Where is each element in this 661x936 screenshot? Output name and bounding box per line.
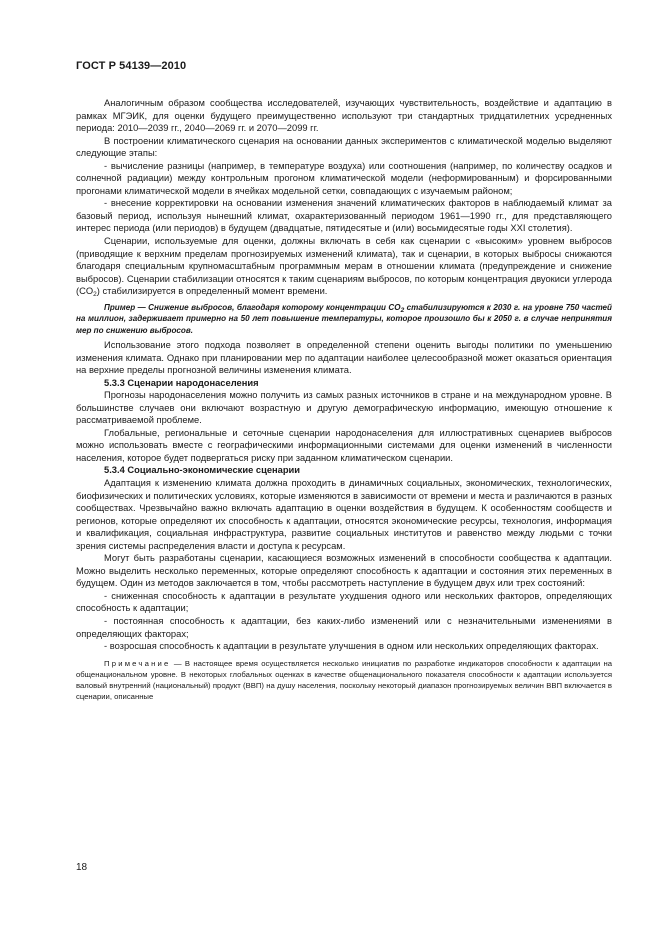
page-number: 18: [76, 862, 88, 873]
paragraph: Аналогичным образом сообщества исследователей, изучающих чувствительность, воздействие и адаптацию в рамках МГЭИК, для оценки будущего преимущественно используют три стандартных тридцатилетних усредненных периода: 2010—2039 гг., 2040—2069 гг. и 2070—2099 гг.: [76, 98, 612, 134]
list-item: - сниженная способность к адаптации в результате ухудшения одного или нескольких факторов, определяющих способность к адаптации;: [76, 590, 612, 614]
subscript: 2: [400, 306, 405, 314]
paragraph: Адаптация к изменению климата должна проходить в динамичных социальных, экономических, технологических, биофизических и политических условиях, которые изменяются в зависимости от времени и места и различаются в разных сообществах. Чрезвычайно важно включать адаптацию в оценки воздействия в будущем. К особенностям сообществ и регионов, которые определяют их способность к адаптации, относятся экономические ресурсы, технология, информация и квалификация, социальная инфраструктура, развитие социальных институтов и равенство между людьми с точки зрения системы распределения власти и доступа к ресурсам.: [76, 477, 612, 551]
text-run: Сценарии, используемые для оценки, должны включать в себя как сценарии с «высоким» уровнем выбросов (приводящие к верхним пределам прогнозируемых изменений климата), так и сценарии, в которых выбросы снижаются благодаря специальным крупномасштабным программным мерам в отношении климата (предупреждение и снижение выбросов). Сценарии стабилизации относятся к таким сценариям выбросов, по которым концентрация двуокиси углерода (CO: [76, 236, 612, 297]
list-item: - возросшая способность к адаптации в результате улучшения в одном или нескольких определяющих факторах.: [104, 641, 599, 652]
page-content: [76, 97, 612, 702]
paragraph: Использование этого подхода позволяет в определенной степени оценить выгоды политики по уменьшению изменения климата. Однако при планировании мер по адаптации наиболее целесообразной может оказаться ориентация на верхние пределы прогнозной величины изменения климата.: [76, 339, 612, 376]
note-block: [76, 658, 612, 702]
list-item: - внесение корректировки на основании изменения значений климатических факторов в наблюдаемый климат за базовый период, используя нынешний климат, охарактеризованный периодом 1961—1990 гг., для представляющего интерес периода (или периодов) в будущем (двадцатые, пятидесятые и (или) восьмидесятые годы XXI столетия).: [76, 198, 612, 234]
subscript: 2: [93, 291, 97, 299]
list-item: - вычисление разницы (например, в температуре воздуха) или соотношения (например, по количеству осадков и солнечной радиации) между контрольным прогоном климатической модели (неформированным) и форсированными прогонами климатической модели в ячейках модельной сетки, совпадающих с изучаемым районом;: [76, 160, 612, 196]
note-label: Примечание: [104, 658, 171, 668]
section-heading: 5.3.4 Социально-экономические сценарии: [104, 465, 301, 476]
text-run: стабилизируются к 2030 г. на уровне 750 частей на миллион, задерживает примерно на 50 лет повышение температуры, которое произошло бы к 2050 г. в случае непринятия мер по снижению выбросов.: [76, 302, 612, 335]
paragraph: В построении климатического сценария на основании данных экспериментов с климатической моделью выделяют следующие этапы:: [76, 135, 612, 159]
paragraph: [76, 235, 612, 298]
section-heading: 5.3.3 Сценарии народонаселения: [104, 377, 259, 388]
example-block: [76, 302, 612, 336]
list-item: - постоянная способность к адаптации, без каких-либо изменений или с незначительными изменениями в определяющих факторах;: [76, 616, 612, 639]
paragraph: Могут быть разработаны сценарии, касающиеся возможных изменений в способности сообщества к адаптации. Можно выделить несколько переменных, которые определяют способность к адаптации и состояния этих переменных в будущем. Один из методов заключается в том, чтобы рассмотреть наступление в будущем двух или трех состояний:: [76, 553, 612, 589]
text-run: Пример — Снижение выбросов, благодаря которому концентрации CO: [104, 302, 401, 312]
paragraph: Прогнозы народонаселения можно получить из самых разных источников в стране и на международном уровне. В большинстве случаев они включают возрастную и другую демографическую информацию, имеющую отношение к рассматриваемой проблеме.: [76, 390, 612, 426]
text-run: ) стабилизируется в определенный момент времени.: [96, 286, 328, 297]
document-header: ГОСТ Р 54139—2010: [76, 60, 187, 72]
note-text: — В настоящее время осуществляется несколько инициатив по разработке индикаторов способности к адаптации на общенациональном уровне. В некоторых глобальных оценках в качестве общенационального показателя способности к адаптации используется валовый внутренний (национальный) продукт (ВВП) на душу населения, поскольку некоторый диапазон прогнозируемых величин ВВП включается в сценарии, описанные: [76, 658, 612, 701]
paragraph: Глобальные, региональные и сеточные сценарии народонаселения для иллюстративных сценариев выбросов можно использовать вместе с географическими информационными системами для оценки изменений в численности населения, которое будет подвергаться риску при заданном климатическом сценарии.: [76, 427, 612, 463]
